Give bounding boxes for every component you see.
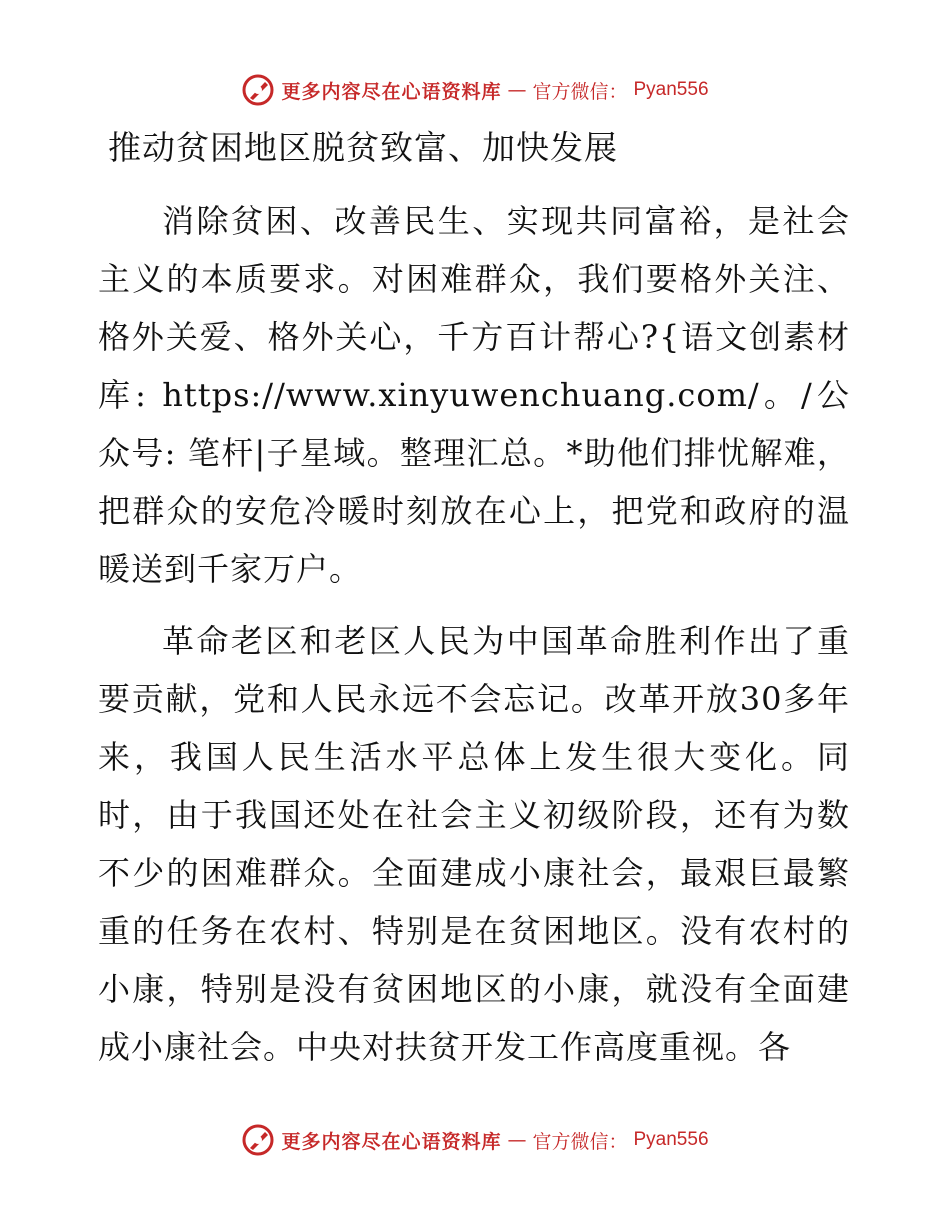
quill-logo-icon <box>241 73 275 107</box>
paragraph-2: 革命老区和老区人民为中国革命胜利作出了重要贡献，党和人民永远不会忘记。改革开放30多年来，我国人民生活水平总体上发生很大变化。同时，由于我国还处在社会主义初级阶段，还有为数不少的困难群众。全面建成小康社会，最艰巨最繁重的任务在农村、特别是在贫困地区。没有农村的小康，特别是没有贫困地区的小康，就没有全面建成小康社会。中央对扶贫开发工作高度重视。各 <box>98 622 850 1066</box>
paragraph-1: 消除贫困、改善民生、实现共同富裕，是社会主义的本质要求。对困难群众，我们要格外关注、格外关爱、格外关心，千方百计帮心?{语文创素材库: https://www.xinyuwenchuang.com/。/公众号: 笔杆|子星域。整理汇总。*助他们排忧解难，把群众的安危冷暖时刻放在心上，把党和政府的温暖送到千家万户。 <box>98 202 850 588</box>
document-title: 推动贫困地区脱贫致富、加快发展 <box>108 128 618 167</box>
banner-separator: — <box>507 79 527 101</box>
quill-logo-icon <box>241 1123 275 1157</box>
banner-text: 更多内容尽在心语资料库 <box>281 80 502 103</box>
banner-separator: — <box>507 1129 527 1151</box>
banner-wechat-id: Pyan556 <box>633 79 709 100</box>
footer-watermark-banner <box>0 1120 950 1160</box>
banner-wechat-id: Pyan556 <box>633 1129 709 1150</box>
document-body <box>98 192 850 1090</box>
banner-wechat-label: 官方微信： <box>532 80 628 103</box>
banner-wechat-label: 官方微信： <box>532 1130 628 1153</box>
banner-text: 更多内容尽在心语资料库 <box>281 1130 502 1153</box>
header-watermark-banner <box>0 70 950 110</box>
